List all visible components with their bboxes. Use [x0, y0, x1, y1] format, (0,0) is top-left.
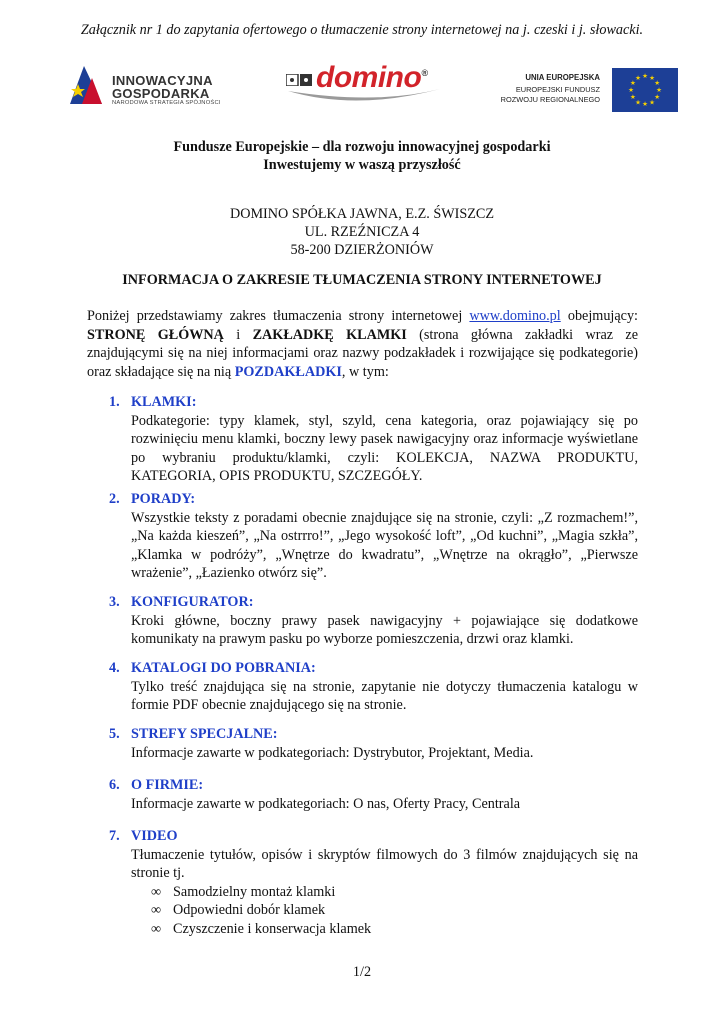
- infinity-bullet-icon: ∞: [151, 920, 162, 937]
- item-title: STREFY SPECJALNE:: [131, 726, 278, 742]
- item-body: Kroki główne, boczny prawy pasek nawigacyjny + pojawiające się dodatkowe komunikaty na prawym pasku po wyborze pomieszczenia, drzwi oraz klamki.: [131, 612, 638, 647]
- list-item: 1. KLAMKI: Podkategorie: typy klamek, styl, szyld, cena kategoria, oraz pojawiający się po rozwinięciu menu klamki, boczny lewy pasek nawigacyjny oraz informacje wyświetlane po wybraniu produktu/klamki, czyli: KOLEKCJA, NAZWA PRODUKTU, KATEGORIA, OPIS PRODUKTU, SZCZEGÓŁY.: [109, 394, 638, 484]
- domino-logo: [286, 57, 442, 109]
- domino-squares-icon: [286, 74, 314, 86]
- innowacyjna-line1: INNOWACYJNA: [112, 73, 213, 88]
- item-body: Podkategorie: typy klamek, styl, szyld, cena kategoria, oraz pojawiający się po rozwinięciu menu klamki, boczny lewy pasek nawigacyjny oraz informacje wyświetlane po wybraniu produktu/klamki, czyli: KOLEKCJA, NAZWA PRODUKTU, KATEGORIA, OPIS PRODUKTU, SZCZEGÓŁY.: [131, 412, 638, 484]
- eu-fund-logo: [482, 68, 678, 112]
- infinity-bullet-icon: ∞: [151, 883, 162, 900]
- eu-star-icon: ★: [642, 73, 648, 81]
- eu-star-icon: ★: [629, 94, 636, 102]
- eu-star-icon: ★: [649, 99, 655, 107]
- eu-star-icon: ★: [649, 75, 655, 83]
- list-item: 4. KATALOGI DO POBRANIA: Tylko treść znajdująca się na stronie, zapytanie nie dotyczy tłumaczenia katalogu w formie PDF obecnie znajdującego się na stronie.: [109, 660, 638, 713]
- sub-list-item: ∞ Samodzielny montaż klamki: [151, 883, 336, 900]
- item-body: Tylko treść znajdująca się na stronie, zapytanie nie dotyczy tłumaczenia katalogu w formie PDF obecnie znajdującego się na stronie.: [131, 678, 638, 713]
- item-title: KLAMKI:: [131, 394, 197, 410]
- item-body: Informacje zawarte w podkategoriach: O nas, Oferty Pracy, Centrala: [131, 795, 521, 812]
- sub-list-item: ∞ Odpowiedni dobór klamek: [151, 902, 326, 918]
- domino-swoosh-icon: [286, 87, 442, 109]
- tagline-line1: Fundusze Europejskie – dla rozwoju innowacyjnej gospodarki: [173, 139, 551, 155]
- ue-line2: EUROPEJSKI FUNDUSZ: [515, 85, 600, 94]
- innowacyjna-gospodarka-logo: [66, 64, 231, 110]
- page-number: 1/2: [352, 964, 372, 980]
- eu-star-icon: ★: [635, 75, 641, 83]
- eu-star-icon: ★: [628, 87, 634, 95]
- eu-star-icon: ★: [629, 80, 636, 88]
- item-title: KATALOGI DO POBRANIA:: [131, 660, 316, 676]
- item-body: Wszystkie teksty z poradami obecnie znajdujące się na stronie, czyli: „Z rozmachem!”, „Na każda kieszeń”, „Na ostrrro!”, „Jego wysokość loft”, „Od kuchni”, „Magia szkła”, „Klamka w podróży”, „Wnętrze do kwadratu”, „Wnętrze na okrągło”, „Pierwsze wrażenie”, „Łazienko otwórz się”.: [131, 509, 638, 581]
- item-body: Informacje zawarte w podkategoriach: Dystrybutor, Projektant, Media.: [131, 744, 534, 761]
- tagline-line2: Inwestujemy w waszą przyszłość: [263, 157, 461, 173]
- address-company: DOMINO SPÓŁKA JAWNA, E.Z. ŚWISZCZ: [229, 206, 495, 222]
- domino-wordmark: domino®: [316, 61, 428, 94]
- document-title: INFORMACJA O ZAKRESIE TŁUMACZENIA STRONY INTERNETOWEJ: [122, 272, 602, 288]
- sub-list-item: ∞ Czyszczenie i konserwacja klamek: [151, 920, 372, 937]
- attachment-note: Załącznik nr 1 do zapytania ofertowego o tłumaczenie strony internetowej na j. czeski i j. słowacki.: [80, 22, 644, 38]
- domino-link[interactable]: www.domino.pl: [469, 308, 561, 324]
- item-title: VIDEO: [131, 828, 178, 844]
- eu-star-icon: ★: [635, 99, 641, 107]
- item-title: PORADY:: [131, 491, 196, 507]
- ue-line1: UNIA EUROPEJSKA: [525, 73, 600, 82]
- innowacyjna-star-icon: [66, 64, 106, 106]
- eu-star-icon: ★: [656, 87, 662, 95]
- video-sublist: [151, 883, 638, 939]
- list-item: 7. VIDEO Tłumaczenie tytułów, opisów i skryptów filmowych do 3 filmów znajdujących się na stronie tj. ∞ Samodzielny montaż klamki ∞ Odpowiedni dobór klamek ∞ Czyszczenie i konserwacja klamek: [109, 828, 638, 937]
- item-body: Tłumaczenie tytułów, opisów i skryptów filmowych do 3 filmów znajdujących się na stronie tj.: [131, 846, 638, 881]
- list-item: 6. O FIRMIE: Informacje zawarte w podkategoriach: O nas, Oferty Pracy, Centrala: [87, 776, 638, 813]
- innowacyjna-line2: GOSPODARKA: [112, 86, 210, 101]
- list-item: 3. KONFIGURATOR: Kroki główne, boczny prawy pasek nawigacyjny + pojawiające się dodatkowe komunikaty na prawym pasku po wyborze pomieszczenia, drzwi oraz klamki.: [109, 594, 638, 647]
- address-street: UL. RZEŹNICZA 4: [304, 224, 420, 240]
- innowacyjna-line3: NARODOWA STRATEGIA SPÓJNOŚCI: [112, 100, 221, 106]
- eu-star-icon: ★: [654, 94, 661, 102]
- item-title: O FIRMIE:: [131, 777, 204, 793]
- list-item: 2. PORADY: Wszystkie teksty z poradami obecnie znajdujące się na stronie, czyli: „Z rozmachem!”, „Na każda kieszeń”, „Na ostrrro!”, „Jego wysokość loft”, „Od kuchni”, „Magia szkła”, „Klamka w podróży”, „Wnętrze do kwadratu”, „Wnętrze na okrągło”, „Pierwsze wrażenie”, „Łazienko otwórz się”.: [109, 491, 638, 581]
- address-city: 58-200 DZIERŻONIÓW: [290, 242, 434, 258]
- eu-star-icon: ★: [654, 80, 661, 88]
- intro-paragraph: Poniżej przedstawiamy zakres tłumaczenia strony internetowej www.domino.pl obejmujący: STRONĘ GŁÓWNĄ i ZAKŁADKĘ KLAMKI (strona główna zakładki wraz ze znajdującymi się na niej informacjami oraz nazwy podzakładek i rozwijające się podkategorie) oraz składające się na nią POZDAKŁADKI, w tym:: [87, 308, 638, 380]
- eu-flag-icon: [612, 68, 678, 112]
- eu-star-icon: ★: [642, 101, 648, 109]
- ue-line3: ROZWOJU REGIONALNEGO: [500, 95, 600, 104]
- infinity-bullet-icon: ∞: [151, 902, 162, 918]
- item-title: KONFIGURATOR:: [131, 594, 254, 610]
- list-item: 5. STREFY SPECJALNE: Informacje zawarte w podkategoriach: Dystrybutor, Projektant, Media.: [87, 725, 638, 762]
